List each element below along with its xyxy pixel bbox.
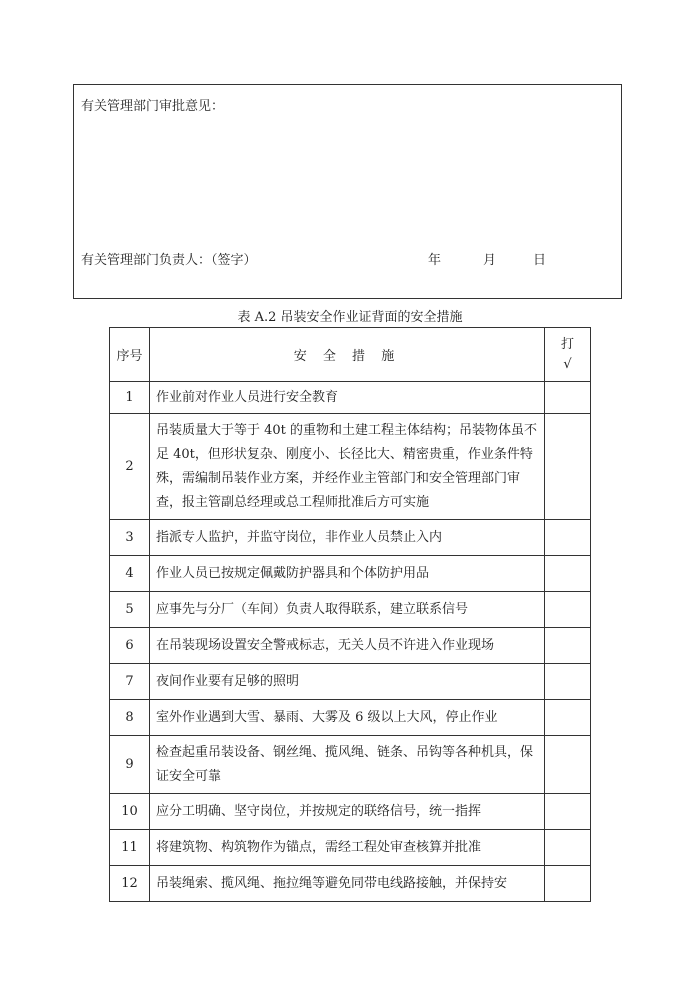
- row-measure: 夜间作业要有足够的照明: [150, 664, 545, 700]
- header-measure: 安 全 措 施: [150, 328, 545, 382]
- table-row: [110, 592, 591, 628]
- row-number: 6: [110, 628, 150, 664]
- row-check-cell[interactable]: [545, 556, 591, 592]
- responsible-person-signature-label: 有关管理部门负责人：（签字）: [81, 253, 257, 268]
- row-measure: 作业人员已按规定佩戴防护器具和个体防护用品: [150, 556, 545, 592]
- row-number: 7: [110, 664, 150, 700]
- table-row: [110, 382, 591, 414]
- row-check-cell[interactable]: [545, 382, 591, 414]
- table-row: [110, 700, 591, 736]
- safety-measures-table: [109, 327, 591, 902]
- approval-section: [73, 84, 622, 299]
- row-measure: 指派专人监护，并监守岗位，非作业人员禁止入内: [150, 520, 545, 556]
- row-number: 5: [110, 592, 150, 628]
- row-check-cell[interactable]: [545, 736, 591, 794]
- row-measure: 应事先与分厂（车间）负责人取得联系，建立联系信号: [150, 592, 545, 628]
- header-check-line1: 打: [560, 336, 574, 352]
- date-month-label: 月: [483, 253, 497, 268]
- header-no: 序号: [110, 328, 150, 382]
- row-number: 10: [110, 794, 150, 830]
- row-number: 8: [110, 700, 150, 736]
- header-check-mark: √: [563, 356, 572, 372]
- row-check-cell[interactable]: [545, 664, 591, 700]
- row-check-cell[interactable]: [545, 700, 591, 736]
- table-row: [110, 520, 591, 556]
- table-header-row: [110, 328, 591, 382]
- row-check-cell[interactable]: [545, 592, 591, 628]
- row-check-cell[interactable]: [545, 866, 591, 902]
- date-year-label: 年: [428, 253, 442, 268]
- row-number: 4: [110, 556, 150, 592]
- table-row: [110, 794, 591, 830]
- header-check: [545, 328, 591, 382]
- row-check-cell[interactable]: [545, 414, 591, 520]
- table-row: [110, 414, 591, 520]
- table-row: [110, 628, 591, 664]
- row-check-cell[interactable]: [545, 628, 591, 664]
- row-measure: 将建筑物、构筑物作为锚点，需经工程处审查核算并批准: [150, 830, 545, 866]
- row-measure: 室外作业遇到大雪、暴雨、大雾及 6 级以上大风，停止作业: [150, 700, 545, 736]
- table-row: [110, 830, 591, 866]
- row-number: 1: [110, 382, 150, 414]
- row-number: 3: [110, 520, 150, 556]
- approval-opinion-label: 有关管理部门审批意见：: [81, 99, 225, 114]
- row-measure: 吊装绳索、揽风绳、拖拉绳等避免同带电线路接触，并保持安: [150, 866, 545, 902]
- row-number: 9: [110, 736, 150, 794]
- table-caption: 表 A.2 吊装安全作业证背面的安全措施: [237, 310, 463, 325]
- row-measure: 吊装质量大于等于 40t 的重物和土建工程主体结构；吊装物体虽不足 40t，但形状复杂、刚度小、长径比大、精密贵重，作业条件特殊，需编制吊装作业方案，并经作业主管部门和安全管理部门审查，报主管副总经理或总工程师批准后方可实施: [150, 414, 545, 520]
- row-number: 2: [110, 414, 150, 520]
- row-number: 12: [110, 866, 150, 902]
- table-row: [110, 556, 591, 592]
- row-check-cell[interactable]: [545, 794, 591, 830]
- date-day-label: 日: [533, 253, 547, 268]
- row-check-cell[interactable]: [545, 830, 591, 866]
- row-measure: 应分工明确、坚守岗位，并按规定的联络信号，统一指挥: [150, 794, 545, 830]
- row-measure: 检查起重吊装设备、钢丝绳、揽风绳、链条、吊钩等各种机具，保证安全可靠: [150, 736, 545, 794]
- table-row: [110, 736, 591, 794]
- row-measure: 作业前对作业人员进行安全教育: [150, 382, 545, 414]
- table-row: [110, 664, 591, 700]
- row-check-cell[interactable]: [545, 520, 591, 556]
- table-row: [110, 866, 591, 902]
- row-number: 11: [110, 830, 150, 866]
- row-measure: 在吊装现场设置安全警戒标志，无关人员不许进入作业现场: [150, 628, 545, 664]
